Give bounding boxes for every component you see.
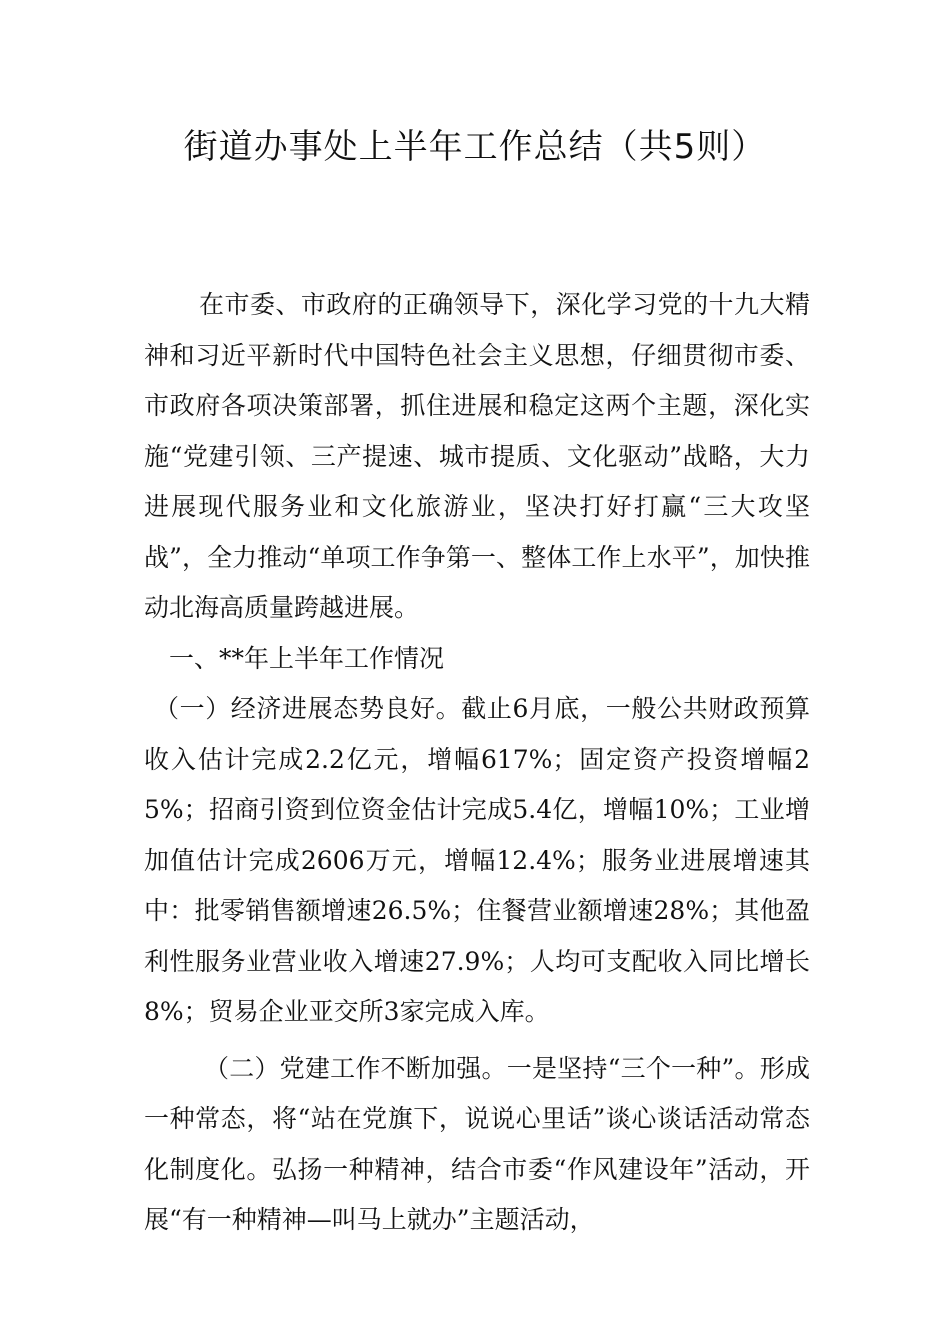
paragraph-intro: 在市委、市政府的正确领导下，深化学习党的十九大精神和习近平新时代中国特色社会主义思想，仔细贯彻市委、市政府各项决策部署，抓住进展和稳定这两个主题，深化实施“党建引领、三产提速、城市提质、文化驱动”战略，大力进展现代服务业和文化旅游业，坚决打好打赢“三大攻坚战”，全力推动“单项工作争第一、整体工作上水平”，加快推动北海高质量跨越进展。 <box>144 290 810 622</box>
section-heading: 一、**年上半年工作情况 <box>169 643 445 673</box>
document-title: 街道办事处上半年工作总结（共5则） <box>183 127 767 167</box>
paragraph-economy: （一）经济进展态势良好。截止6月底，一般公共财政预算收入估计完成2.2亿元，增幅617%；固定资产投资增幅25%；招商引资到位资金估计完成5.4亿，增幅10%；工业增加值估计完成2606万元，增幅12.4%；服务业进展增速其中：批零销售额增速26.5%；住餐营业额增速28%；其他盈利性服务业营业收入增速27.9%；人均可支配收入同比增长8%；贸易企业亚交所3家完成入库。 <box>144 694 810 1026</box>
document-body <box>144 280 810 1246</box>
paragraph-party-building: （二）党建工作不断加强。一是坚持“三个一种”。形成一种常态，将“站在党旗下，说说心里话”谈心谈话活动常态化制度化。弘扬一种精神，结合市委“作风建设年”活动，开展“有一种精神—叫马上就办”主题活动， <box>144 1053 810 1234</box>
